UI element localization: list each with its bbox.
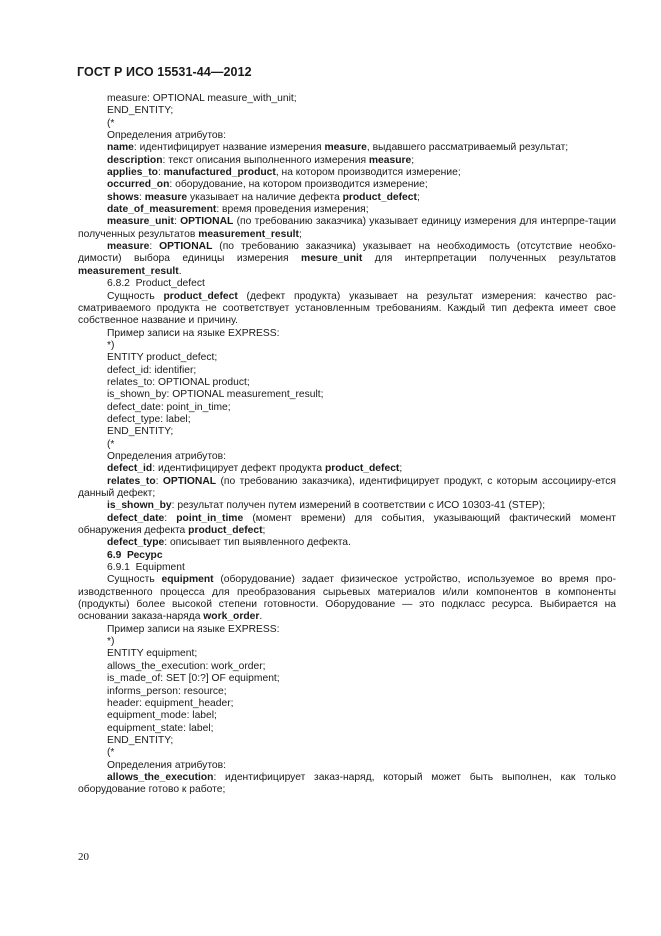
page-number: 20 xyxy=(78,851,89,863)
attr-occurred-on-definition: occurred_on: оборудование, на котором производится измерение; xyxy=(107,179,428,191)
attr-defect-date-definition: defect_date: point_in_time (момент времени) для события, указывающий фактический момент обнаружения дефекта product_defect; xyxy=(78,512,616,537)
code-line: defect_type: label; xyxy=(107,413,191,425)
code-line: allows_the_execution: work_order; xyxy=(107,660,266,672)
code-line: relates_to: OPTIONAL product; xyxy=(107,376,250,388)
attr-definitions-label: Определения атрибутов: xyxy=(107,450,226,462)
product-defect-paragraph: Сущность product_defect (дефект продукта) указывает на результат измерения: качество рас-сматриваемого продукта не соответствует установленным требованиям. Каждый тип дефекта имеет свое собственное название и причину. xyxy=(78,290,616,327)
code-line: equipment_state: label; xyxy=(107,722,214,734)
code-line: defect_id: identifier; xyxy=(107,364,197,376)
attr-shows-definition: shows: measure указывает на наличие дефекта product_defect; xyxy=(107,191,420,203)
attr-defect-id-definition: defect_id: идентифицирует дефект продукта product_defect; xyxy=(107,463,403,475)
attr-relates-to-definition: relates_to: OPTIONAL (по требованию заказчика), идентифицирует продукт, с которым ассоцииру-ется данный дефект; xyxy=(78,475,616,499)
attr-measure-definition: measure: OPTIONAL (по требованию заказчика) указывает на необходимость (отсутствие необхо-димости) выбора единицы измерения mesure_unit для интерпретации полученных результатов measurement_result. xyxy=(78,241,616,277)
section-heading-6-9-1: 6.9.1 Equipment xyxy=(107,562,185,574)
section-heading-6-9: 6.9 Ресурс xyxy=(107,549,163,561)
code-line: equipment_mode: label; xyxy=(107,710,217,722)
attr-name-definition: name: идентифицирует название измерения measure, выдавшего рассматриваемый результат; xyxy=(107,142,569,154)
equipment-paragraph: Сущность equipment (оборудование) задает физическое устройство, используемое во время про-изводственного процесса для преобразования сырьевых материалов и/или компонентов в компоненты (продукты) более высокой степени готовности. Оборудование — это подкласс ресурса. Выбирается на основании заказа-наряда work_order. xyxy=(78,574,616,623)
attr-applies-to-definition: applies_to: manufactured_product, на котором производится измерение; xyxy=(107,167,461,179)
attr-allows-the-execution-definition: allows_the_execution: идентифицирует заказ-наряд, который может быть выполнен, как только оборудование готово к работе; xyxy=(78,771,616,796)
code-line: END_ENTITY; xyxy=(107,734,174,746)
example-label: Пример записи на языке EXPRESS: xyxy=(107,327,280,339)
code-line: is_made_of: SET [0:?] OF equipment; xyxy=(107,673,280,685)
code-line: (* xyxy=(107,747,115,759)
attr-defect-type-definition: defect_type: описывает тип выявленного дефекта. xyxy=(107,537,351,549)
code-line: (* xyxy=(107,117,115,129)
code-line: (* xyxy=(107,438,115,450)
code-line: *) xyxy=(107,339,115,351)
example-label: Пример записи на языке EXPRESS: xyxy=(107,623,280,635)
code-line: informs_person: resource; xyxy=(107,685,227,697)
attr-definitions-label: Определения атрибутов: xyxy=(107,759,226,771)
attr-is-shown-by-definition: is_shown_by: результат получен путем измерений в соответствии с ИСО 10303-41 (STEP); xyxy=(107,500,546,512)
code-line: END_ENTITY; xyxy=(107,426,174,438)
code-line: defect_date: point_in_time; xyxy=(107,401,231,413)
document-body xyxy=(78,93,616,797)
attr-definitions-label: Определения атрибутов: xyxy=(107,130,226,142)
page-header: ГОСТ Р ИСО 15531-44—2012 xyxy=(77,65,252,79)
code-line: measure: OPTIONAL measure_with_unit; xyxy=(107,93,297,104)
code-line: is_shown_by: OPTIONAL measurement_result; xyxy=(107,389,324,401)
attr-measure-unit-definition: measure_unit: OPTIONAL (по требованию заказчика) указывает единицу измерения для интерпре-тации полученных результатов measurement_result; xyxy=(78,216,616,240)
attr-description-definition: description: текст описания выполненного измерения measure; xyxy=(107,154,415,166)
code-line: ENTITY product_defect; xyxy=(107,352,218,364)
code-line: ENTITY equipment; xyxy=(107,648,198,660)
code-line: header: equipment_header; xyxy=(107,697,234,709)
code-line: END_ENTITY; xyxy=(107,105,174,117)
section-heading-6-8-2: 6.8.2 Product_defect xyxy=(107,278,205,290)
attr-date-of-measurement-definition: date_of_measurement: время проведения измерения; xyxy=(107,204,369,216)
code-line: *) xyxy=(107,636,115,648)
